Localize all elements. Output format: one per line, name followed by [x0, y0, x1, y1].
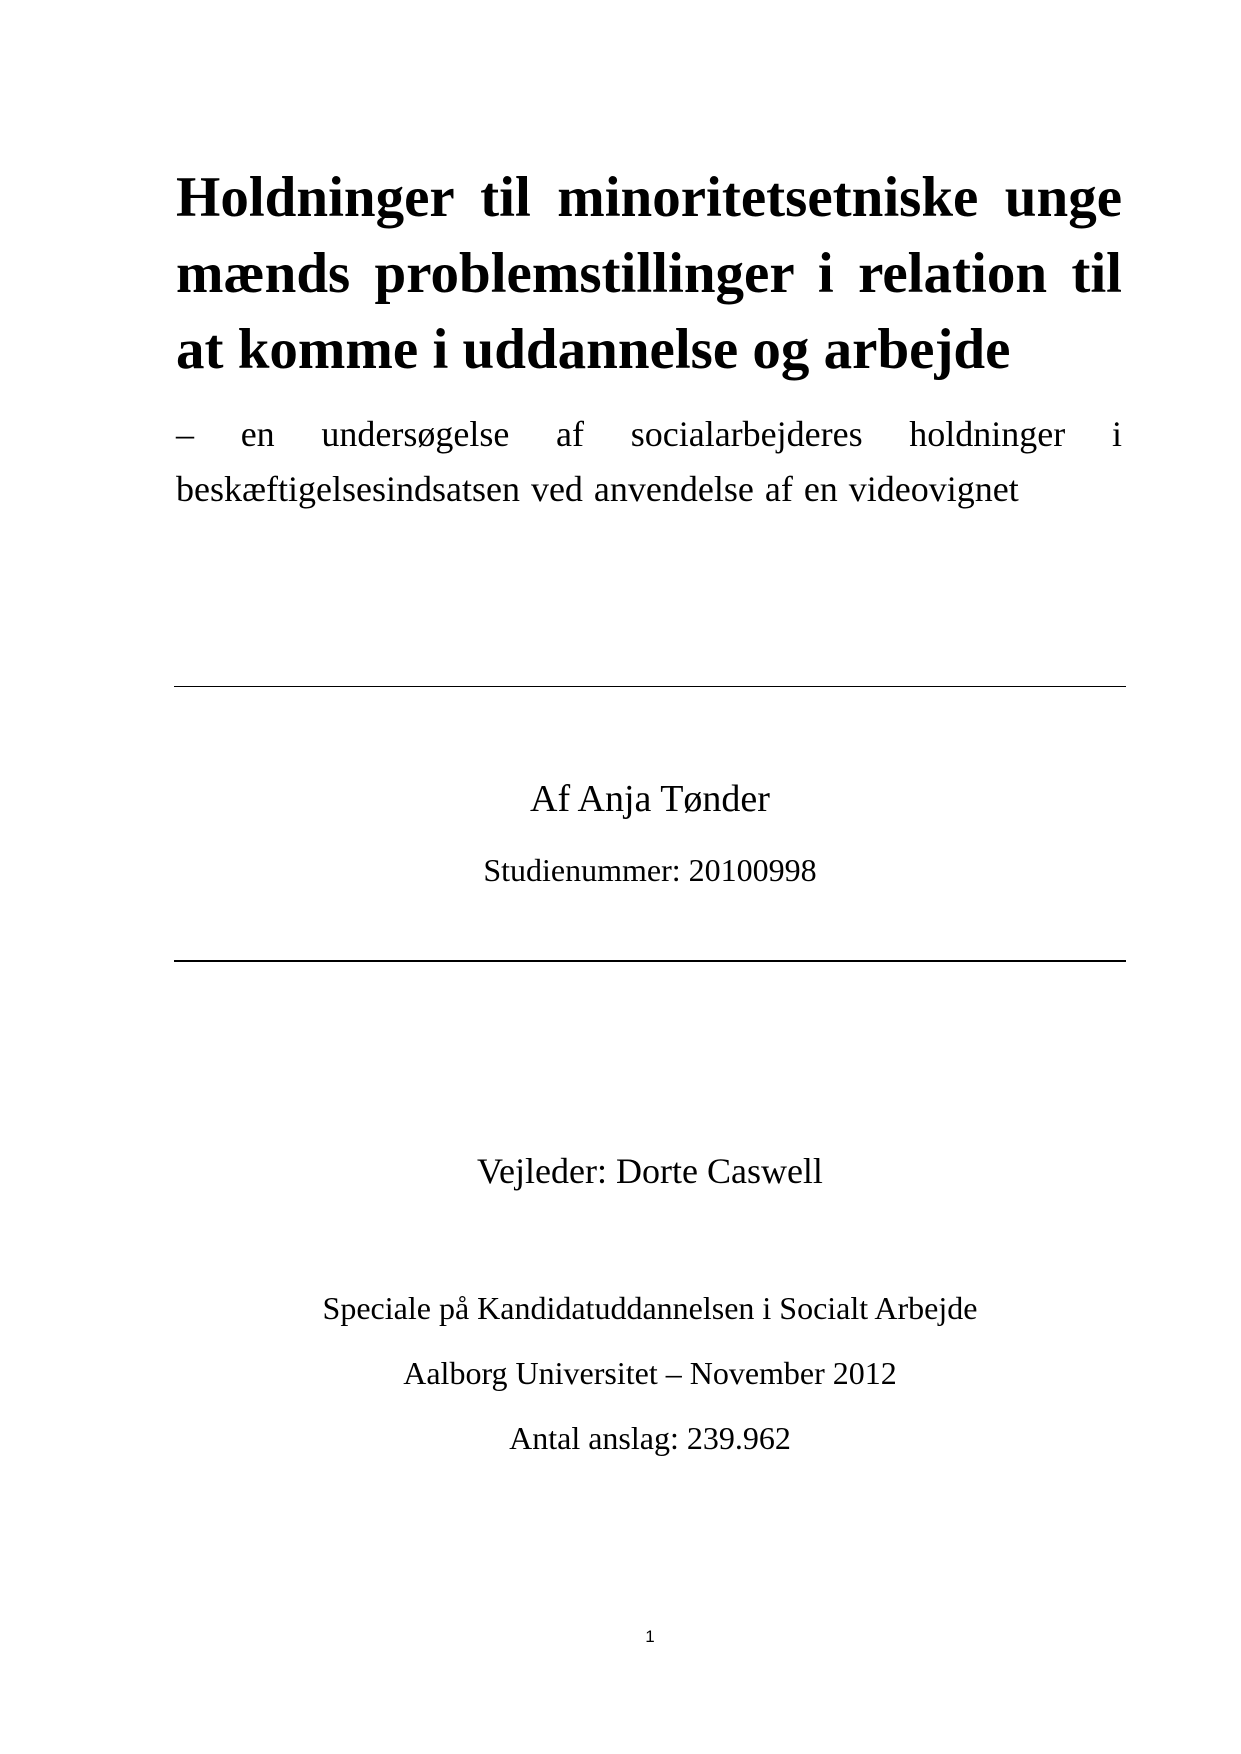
page-number: 1 — [645, 1627, 655, 1646]
author-name: Af Anja Tønder — [530, 778, 770, 820]
advisor-name: Vejleder: Dorte Caswell — [477, 1151, 823, 1191]
document-subtitle: – en undersøgelse af socialarbejderes holdninger i beskæftigelsesindsatsen ved anvendelse af en videovignet — [176, 414, 1122, 509]
document-title: Holdninger til minoritetsetniske unge mænds problemstillinger i relation til at komme i uddannelse og arbejde — [176, 166, 1122, 381]
top-divider — [174, 686, 1126, 687]
student-number: Studienummer: 20100998 — [483, 852, 817, 888]
bottom-divider — [174, 960, 1126, 962]
university-date: Aalborg Universitet – November 2012 — [403, 1355, 897, 1391]
program-name: Speciale på Kandidatuddannelsen i Socialt Arbejde — [322, 1290, 978, 1326]
character-count: Antal anslag: 239.962 — [509, 1420, 791, 1456]
